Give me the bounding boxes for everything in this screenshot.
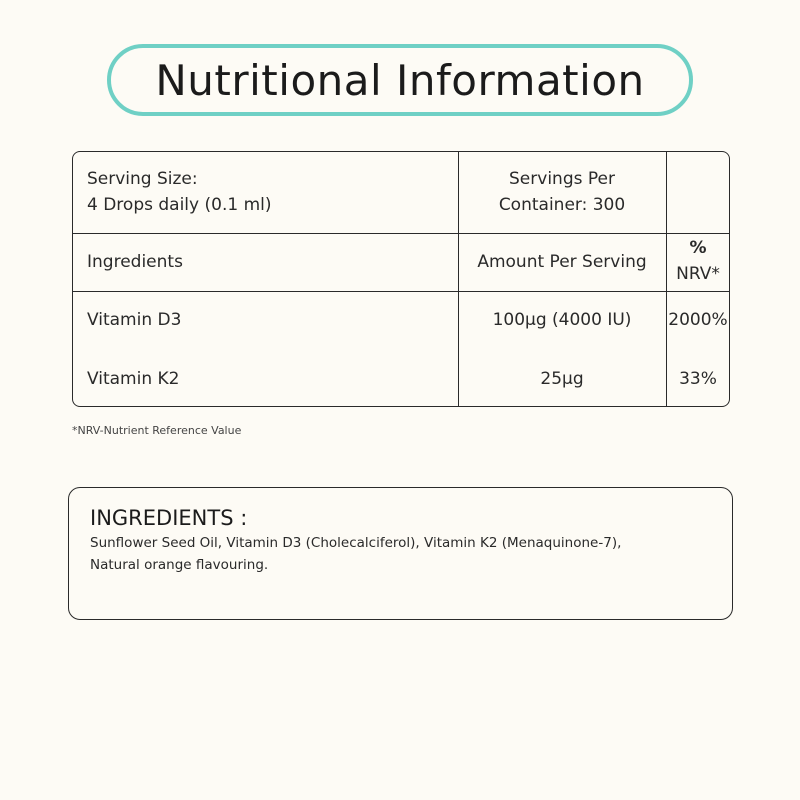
header-ingredients: Ingredients [87, 252, 183, 272]
servings-per-value: Container: 300 [498, 195, 626, 215]
ingredients-line: Natural orange flavouring. [90, 557, 269, 573]
row-divider [73, 233, 729, 234]
row-nrv: 2000% [668, 310, 728, 330]
nrv-footnote: *NRV-Nutrient Reference Value [72, 424, 242, 437]
header-nrv-symbol: % [689, 238, 707, 258]
serving-size-label: Serving Size: [87, 169, 198, 189]
ingredients-line: Sunflower Seed Oil, Vitamin D3 (Cholecalciferol), Vitamin K2 (Menaquinone-7), [90, 535, 622, 551]
row-name: Vitamin D3 [87, 310, 182, 330]
row-amount: 25μg [540, 369, 584, 389]
header-nrv: NRV* [676, 264, 720, 284]
nutrition-table [72, 151, 730, 407]
serving-size-value: 4 Drops daily (0.1 ml) [87, 195, 272, 215]
ingredients-text [90, 532, 710, 576]
row-divider [73, 291, 729, 292]
header-amount: Amount Per Serving [477, 252, 647, 272]
title-banner [107, 44, 693, 116]
servings-per-label: Servings Per [509, 169, 615, 189]
ingredients-heading: INGREDIENTS : [90, 506, 248, 530]
ingredients-box [68, 487, 733, 620]
row-name: Vitamin K2 [87, 369, 180, 389]
row-amount: 100μg (4000 IU) [492, 310, 632, 330]
page-title: Nutritional Information [155, 55, 645, 105]
row-nrv: 33% [679, 369, 717, 389]
